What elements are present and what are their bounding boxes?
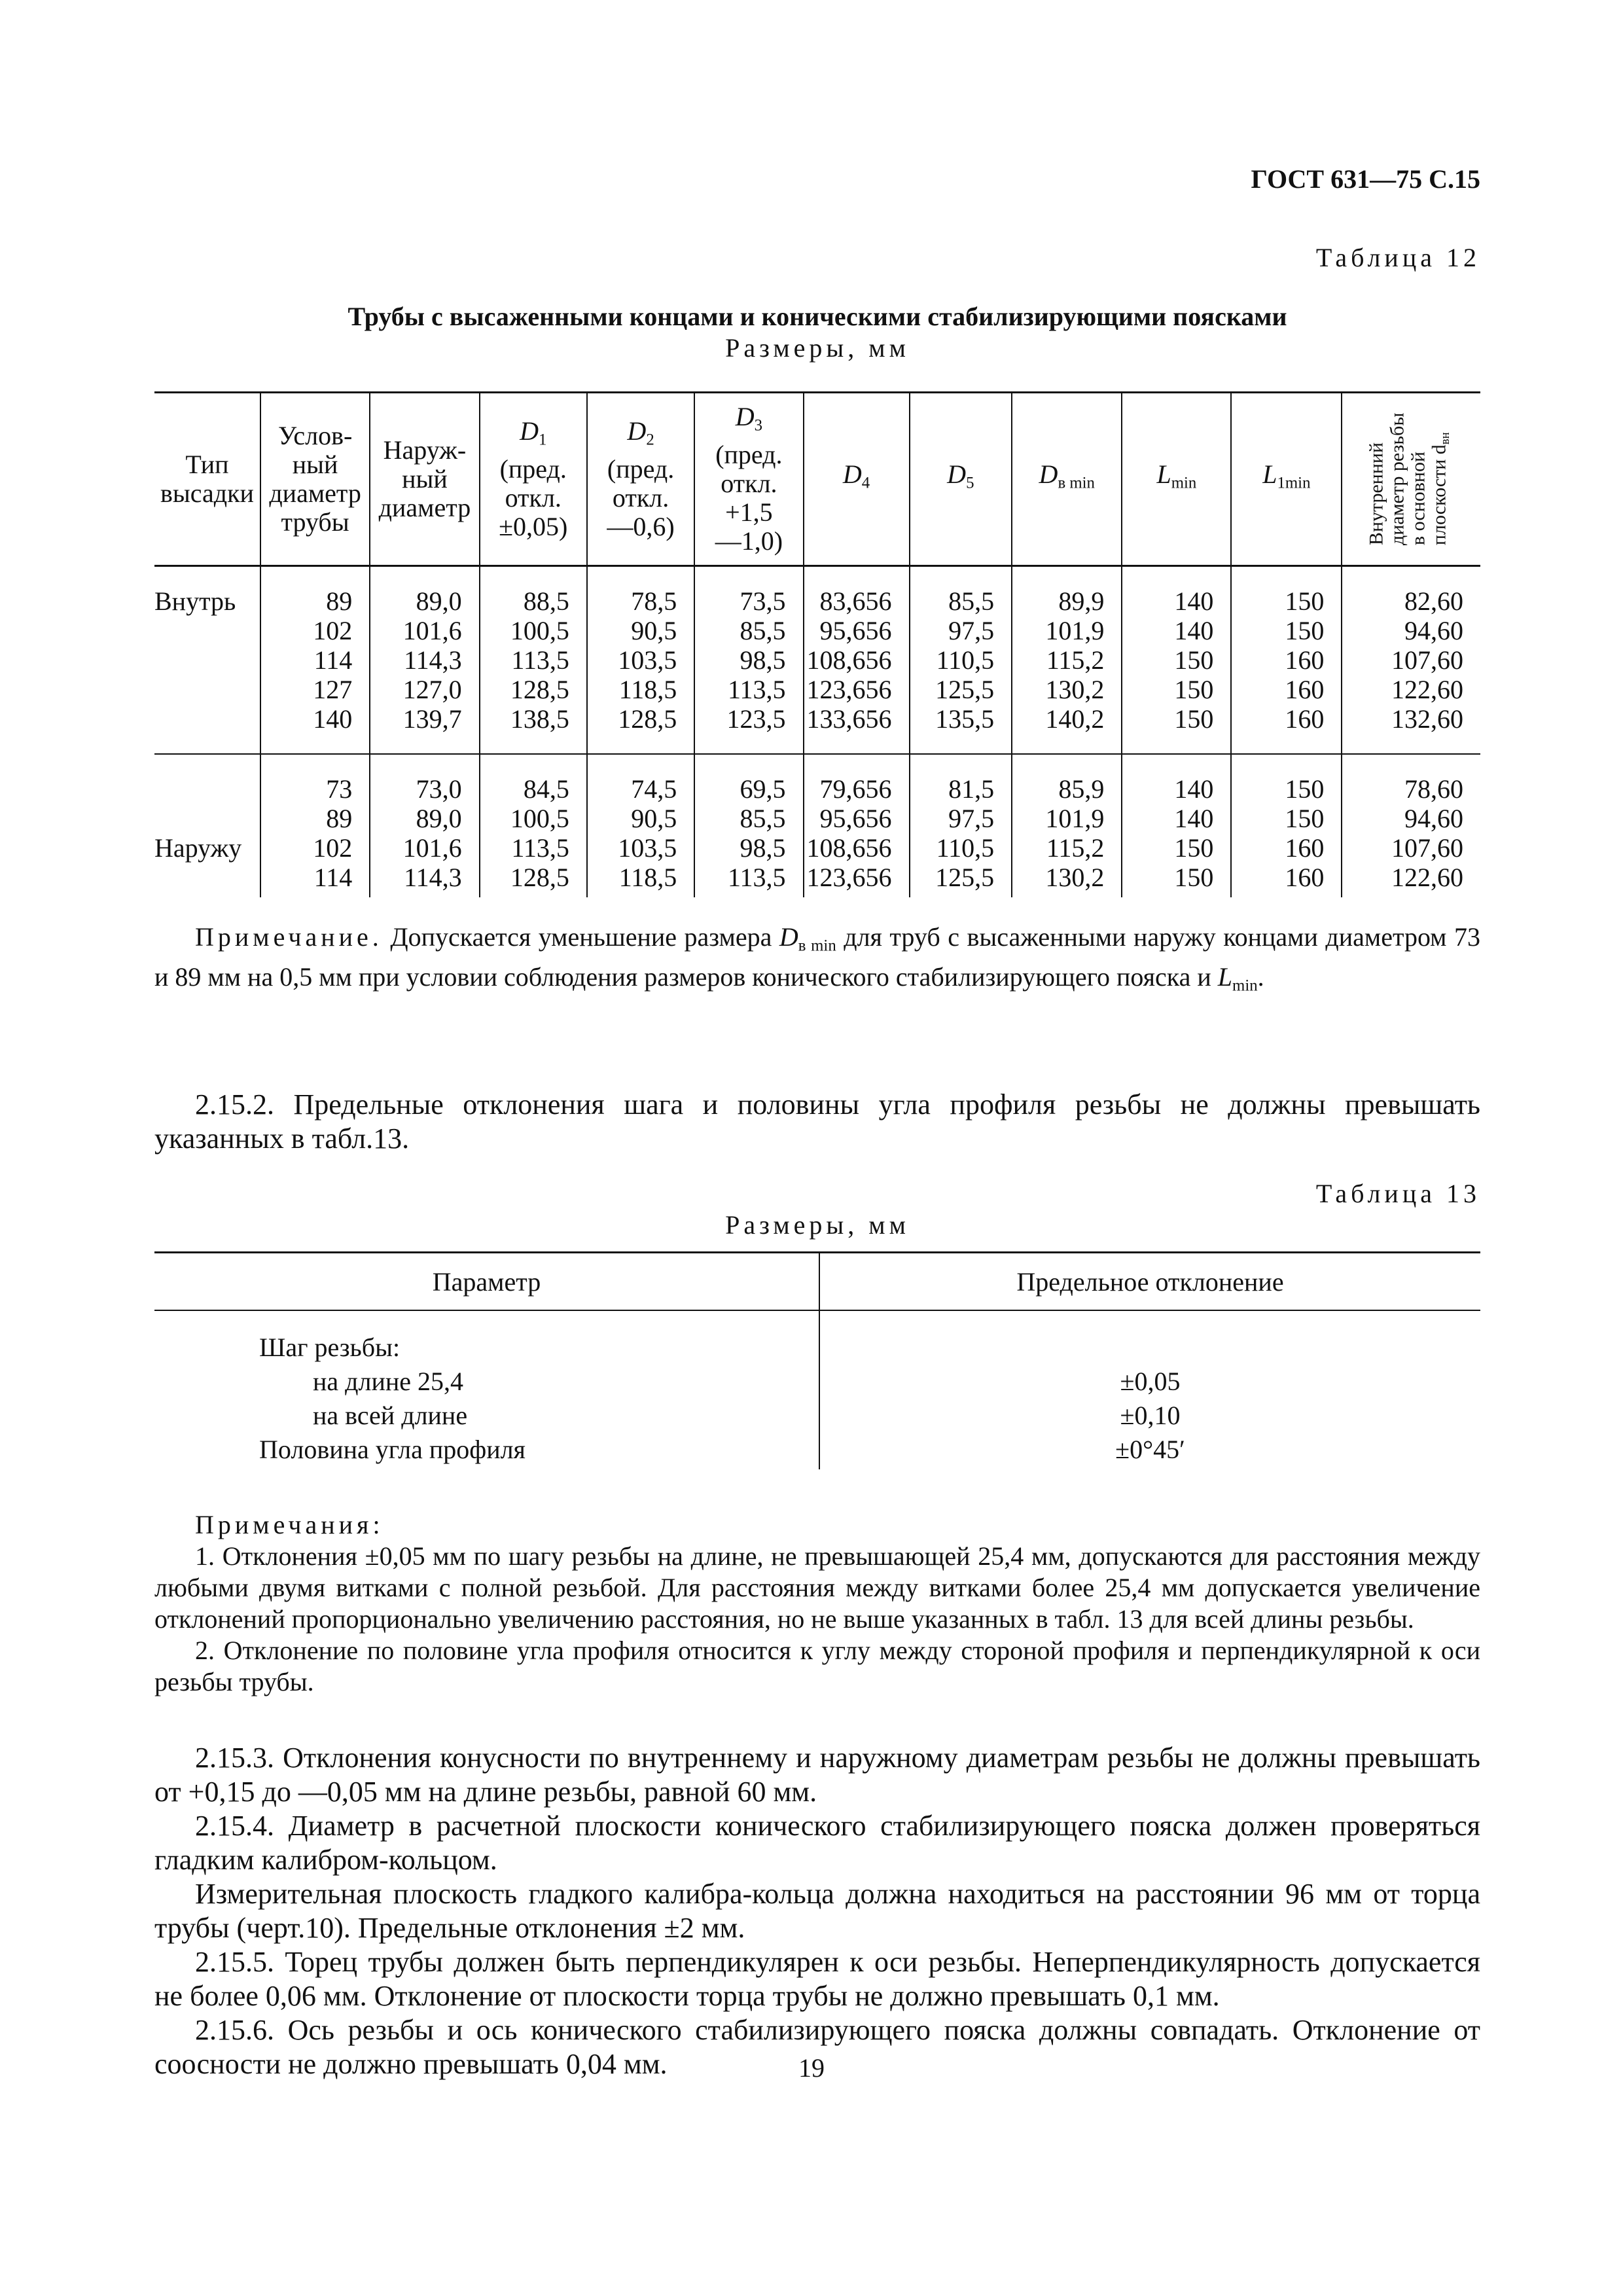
table12-cell: 110,5: [936, 645, 995, 675]
table12-cell: 133,656: [806, 704, 892, 734]
column-symbol-sub: min: [1171, 474, 1197, 492]
table12-col-header: [480, 393, 587, 566]
body-paragraphs: [154, 1741, 1480, 2081]
table12-title: Трубы с высаженными концами и коническими стабилизирующими поясками: [348, 302, 1287, 331]
table12-cell: 89: [326, 586, 353, 616]
column-header-line: диаметр резьбы: [1386, 412, 1408, 546]
column-header-line: плоскости d: [1428, 444, 1450, 546]
column-header-line: откл.: [721, 468, 777, 498]
table12-cell: 83,656: [819, 586, 892, 616]
table12-type-cell: [154, 754, 260, 897]
column-symbol-sub: 3: [754, 416, 763, 435]
table12-value-column: [1342, 754, 1480, 897]
table12-value-column: [260, 754, 370, 897]
table12-value-column: [480, 754, 587, 897]
column-symbol: D: [627, 416, 647, 446]
table12-value-column: [910, 566, 1012, 755]
table12-cell: 123,656: [806, 863, 892, 892]
table12-cell: 150: [1174, 833, 1214, 863]
table13-param-cell: [154, 1310, 819, 1469]
page-header: ГОСТ 631—75 С.15: [1251, 164, 1480, 194]
table12-cell: 103,5: [618, 645, 677, 675]
table13-notes: [154, 1509, 1480, 1698]
column-header-line: —1,0): [715, 526, 783, 556]
table12-cell: 84,5: [523, 774, 569, 804]
notes-label: Примечания:: [195, 1510, 384, 1539]
column-header-line: +1,5: [725, 497, 773, 527]
table13-value-cell: [819, 1310, 1480, 1469]
column-symbol: D: [520, 416, 539, 446]
table12-cell: 102: [313, 833, 353, 863]
table12-cell: 88,5: [523, 586, 569, 616]
table12-col-header: [804, 393, 910, 566]
paragraph: 2.15.6. Ось резьбы и ось конического стабилизирующего пояска должны совпадать. Отклонение от соосности не должно превышать 0,04 мм.: [154, 2014, 1480, 2080]
column-header-line: (пред.: [607, 454, 675, 484]
table13-units: Размеры, мм: [725, 1210, 910, 1240]
table12-type-cell: [154, 566, 260, 755]
note-text-after: для труб с высаженными наружу концами диаметром 73 и 89 мм на 0,5 мм при условии соблюдения размеров конического стабилизирующего пояска и: [154, 922, 1480, 992]
table12-value-column: [587, 566, 694, 755]
column-symbol-sub: 2: [646, 431, 654, 449]
table12-col-header: [1122, 393, 1231, 566]
table12-cell: 128,5: [510, 675, 569, 704]
paragraph-2-15-2: 2.15.2. Предельные отклонения шага и половины угла профиля резьбы не должны превышать указанных в табл.13.: [154, 1088, 1480, 1155]
table12-cell: 85,9: [1058, 774, 1105, 804]
table12-cell: 140: [1174, 586, 1214, 616]
table12-cell: 127: [313, 675, 353, 704]
note-item: 2. Отклонение по половине угла профиля относится к углу между стороной профиля и перпендикулярной к оси резьбы трубы.: [154, 1636, 1480, 1696]
table12-cell: 78,60: [1404, 774, 1463, 804]
table12-value-column: [804, 566, 910, 755]
table12-cell: 73,5: [740, 586, 786, 616]
table12-cell: 89,0: [416, 804, 462, 833]
table12-cell: 85,5: [948, 586, 995, 616]
table12-cell: 113,5: [727, 863, 786, 892]
table12-cell: 89: [326, 804, 353, 833]
table12-cell: 115,2: [1046, 833, 1105, 863]
column-header-line: откл.: [505, 482, 562, 512]
column-symbol: L: [1262, 459, 1277, 490]
table12-cell: 130,2: [1045, 863, 1105, 892]
table12-cell: 98,5: [740, 645, 786, 675]
table12-cell: 114: [313, 863, 353, 892]
note-label: Примечание.: [195, 922, 383, 952]
table12-value-column: [587, 754, 694, 897]
table12-value-column: [804, 754, 910, 897]
table12-cell: 89,0: [416, 586, 462, 616]
column-header-line: Наруж-: [383, 435, 467, 465]
table12-cell: 85,5: [740, 616, 786, 645]
table12-cell: 114,3: [404, 645, 462, 675]
table12-cell: 90,5: [631, 616, 677, 645]
table12-cell: 101,6: [402, 833, 462, 863]
table12-cell: 128,5: [618, 704, 677, 734]
table12-cell: 73,0: [416, 774, 462, 804]
column-header-line: (пред.: [715, 439, 783, 469]
table12-col-header: [154, 393, 260, 566]
note-symbol: D: [779, 922, 798, 952]
table12-cell: 128,5: [510, 863, 569, 892]
table13-value: ±0°45′: [1115, 1435, 1185, 1464]
table12-cell: 150: [1285, 774, 1325, 804]
column-header-line: ный: [292, 450, 338, 479]
table12-col-header: [587, 393, 694, 566]
table13-param: Шаг резьбы:: [259, 1333, 401, 1362]
column-symbol-sub: 1min: [1277, 474, 1311, 492]
table12-value-column: [1012, 754, 1122, 897]
column-header-line: Внутренний: [1365, 442, 1387, 546]
table13-value: ±0,05: [1120, 1367, 1181, 1396]
paragraph: 2.15.4. Диаметр в расчетной плоскости конического стабилизирующего пояска должен проверяться гладким калибром-кольцом.: [154, 1810, 1480, 1876]
table12-cell: 113,5: [727, 675, 786, 704]
table12-cell: 108,656: [806, 833, 892, 863]
table12-cell: 130,2: [1045, 675, 1105, 704]
column-header-line: ный: [402, 464, 448, 493]
paragraph: Измерительная плоскость гладкого калибра-кольца должна находиться на расстоянии 96 мм от торца трубы (черт.10). Предельные отклонения ±2 мм.: [154, 1878, 1480, 1944]
table12-cell: 108,656: [806, 645, 892, 675]
table12-cell: 118,5: [618, 675, 677, 704]
table12-cell: 113,5: [511, 645, 569, 675]
table12-cell: 97,5: [948, 616, 995, 645]
table12-cell: 140: [1174, 616, 1214, 645]
table12-cell: 150: [1285, 616, 1325, 645]
note-symbol-sub: в min: [798, 937, 836, 955]
column-symbol-sub: 1: [538, 431, 547, 449]
table13-param: на длине 25,4: [313, 1367, 464, 1396]
page-number: 19: [798, 2053, 825, 2083]
column-header-line: —0,6): [607, 511, 675, 541]
table12-value-column: [694, 566, 803, 755]
table12-value-column: [370, 566, 479, 755]
table13-header-param: Параметр: [154, 1253, 819, 1311]
table12-col-header: [1342, 393, 1480, 566]
table12-col-header: [1231, 393, 1342, 566]
table13-param: на всей длине: [313, 1401, 468, 1430]
table12-cell: 140: [313, 704, 353, 734]
table12-note: [154, 922, 1480, 1002]
table12-col-header: [694, 393, 803, 566]
table12-cell: 100,5: [510, 804, 569, 833]
table12-col-header: [370, 393, 479, 566]
table12-cell: 160: [1285, 704, 1325, 734]
table12-cell: 160: [1285, 675, 1325, 704]
table12-group-row: [154, 754, 1480, 897]
paragraph: 2.15.3. Отклонения конусности по внутреннему и наружному диаметрам резьбы не должны превышать от +0,15 до —0,05 мм на длине резьбы, равной 60 мм.: [154, 1742, 1480, 1808]
table12-value-column: [1122, 566, 1231, 755]
note-item: 1. Отклонения ±0,05 мм по шагу резьбы на длине, не превышающей 25,4 мм, допускаются для расстояния между любыми двумя витками с полной резьбой. Для расстояния между витками более 25,4 мм допускается увеличение отклонений пропорционально увеличению расстояния, но не выше указанных в табл. 13 для всей длины резьбы.: [154, 1541, 1480, 1634]
table12-cell: 140,2: [1045, 704, 1105, 734]
table12-col-header: [910, 393, 1012, 566]
table12-cell: 94,60: [1404, 804, 1463, 833]
table13: [154, 1251, 1480, 1469]
table12-col-header: [260, 393, 370, 566]
column-symbol: D: [735, 402, 755, 432]
table12-header-row: [154, 393, 1480, 566]
table12-cell: 160: [1285, 833, 1325, 863]
paragraph: 2.15.5. Торец трубы должен быть перпендикулярен к оси резьбы. Неперпендикулярность допускается не более 0,06 мм. Отклонение от плоскости торца трубы не должно превышать 0,1 мм.: [154, 1946, 1480, 2012]
table12-units: Размеры, мм: [725, 333, 910, 363]
column-symbol: D: [947, 459, 967, 490]
note-symbol2-sub: min: [1232, 977, 1258, 995]
table12-value-column: [1231, 754, 1342, 897]
table12-cell: 125,5: [935, 863, 995, 892]
table12-cell: 135,5: [935, 704, 995, 734]
table12-cell: 101,6: [402, 616, 462, 645]
column-header-line: ±0,05): [499, 511, 568, 541]
column-header-line: трубы: [281, 507, 349, 537]
table12-cell: 123,656: [806, 675, 892, 704]
table12-cell: 122,60: [1391, 675, 1463, 704]
column-header-line: диаметр: [269, 478, 361, 508]
table12-cell: 138,5: [510, 704, 569, 734]
table12-value-column: [1012, 566, 1122, 755]
table13-param: Половина угла профиля: [259, 1435, 526, 1464]
column-symbol-sub: 4: [861, 474, 870, 492]
table13-label: Таблица 13: [1315, 1179, 1480, 1208]
column-symbol: L: [1156, 459, 1171, 490]
table12-cell: 160: [1285, 863, 1325, 892]
table12-cell: 140: [1174, 804, 1214, 833]
table12-cell: 69,5: [740, 774, 786, 804]
table12: [154, 391, 1480, 897]
table12-group-row: [154, 566, 1480, 755]
table12-cell: 125,5: [935, 675, 995, 704]
note-symbol2: L: [1217, 962, 1233, 992]
table12-value-column: [694, 754, 803, 897]
table12-cell: 81,5: [948, 774, 995, 804]
table12-type-label: Наружу: [154, 833, 242, 863]
table12-cell: 113,5: [511, 833, 569, 863]
table12-label: Таблица 12: [1315, 243, 1480, 272]
table12-value-column: [260, 566, 370, 755]
table12-cell: 89,9: [1058, 586, 1105, 616]
table12-cell: 74,5: [631, 774, 677, 804]
table12-cell: 90,5: [631, 804, 677, 833]
column-header-line: Услов-: [277, 421, 353, 450]
table12-cell: 115,2: [1046, 645, 1105, 675]
note-end: .: [1257, 962, 1264, 992]
table12-value-column: [370, 754, 479, 897]
note-text-before: Допускается уменьшение размера: [390, 922, 772, 952]
column-header-sub: вн: [1438, 432, 1453, 445]
table12-cell: 82,60: [1404, 586, 1463, 616]
table13-value: [821, 1331, 1480, 1365]
table12-cell: 98,5: [740, 833, 786, 863]
table12-value-column: [1122, 754, 1231, 897]
column-symbol: D: [842, 459, 862, 490]
table13-value: ±0,10: [1120, 1401, 1181, 1430]
table12-cell: 95,656: [819, 616, 892, 645]
table12-cell: 110,5: [936, 833, 995, 863]
table12-cell: 122,60: [1391, 863, 1463, 892]
table12-cell: 85,5: [740, 804, 786, 833]
table12-cell: 103,5: [618, 833, 677, 863]
table12-type-label: Внутрь: [154, 586, 236, 616]
table12-cell: 160: [1285, 645, 1325, 675]
table13-header-value: Предельное отклонение: [819, 1253, 1480, 1311]
table12-cell: 139,7: [402, 704, 462, 734]
column-header-line: откл.: [612, 482, 669, 512]
table12-cell: 94,60: [1404, 616, 1463, 645]
table12-cell: 123,5: [726, 704, 786, 734]
table12-cell: 78,5: [631, 586, 677, 616]
column-symbol: D: [1039, 459, 1058, 490]
table12-cell: 101,9: [1045, 804, 1105, 833]
column-header-line: диаметр: [378, 493, 471, 522]
table12-cell: 150: [1285, 586, 1325, 616]
table12-col-header: [1012, 393, 1122, 566]
table12-cell: 150: [1174, 675, 1214, 704]
column-header-line: в основной: [1407, 452, 1429, 546]
table12-value-column: [1342, 566, 1480, 755]
table12-value-column: [910, 754, 1012, 897]
table12-value-column: [1231, 566, 1342, 755]
column-header-line: Тип: [185, 450, 229, 479]
column-symbol-sub: 5: [966, 474, 974, 492]
table12-cell: 101,9: [1045, 616, 1105, 645]
table12-cell: 97,5: [948, 804, 995, 833]
table12-cell: 150: [1174, 863, 1214, 892]
table12-cell: 140: [1174, 774, 1214, 804]
column-header-line: высадки: [160, 478, 254, 508]
table12-cell: 127,0: [402, 675, 462, 704]
table12-cell: 114,3: [404, 863, 462, 892]
table12-cell: 79,656: [819, 774, 892, 804]
table12-cell: 95,656: [819, 804, 892, 833]
table12-cell: 114: [313, 645, 353, 675]
table12-cell: 73: [326, 774, 353, 804]
table12-value-column: [480, 566, 587, 755]
table12-cell: 100,5: [510, 616, 569, 645]
column-symbol-sub: в min: [1058, 474, 1095, 492]
table12-cell: 107,60: [1391, 833, 1463, 863]
table12-cell: 132,60: [1391, 704, 1463, 734]
table12-cell: 107,60: [1391, 645, 1463, 675]
table12-cell: 150: [1174, 704, 1214, 734]
table12-cell: 150: [1174, 645, 1214, 675]
column-header-line: (пред.: [499, 454, 567, 484]
table12-cell: 150: [1285, 804, 1325, 833]
table12-cell: 118,5: [618, 863, 677, 892]
table12-cell: 102: [313, 616, 353, 645]
